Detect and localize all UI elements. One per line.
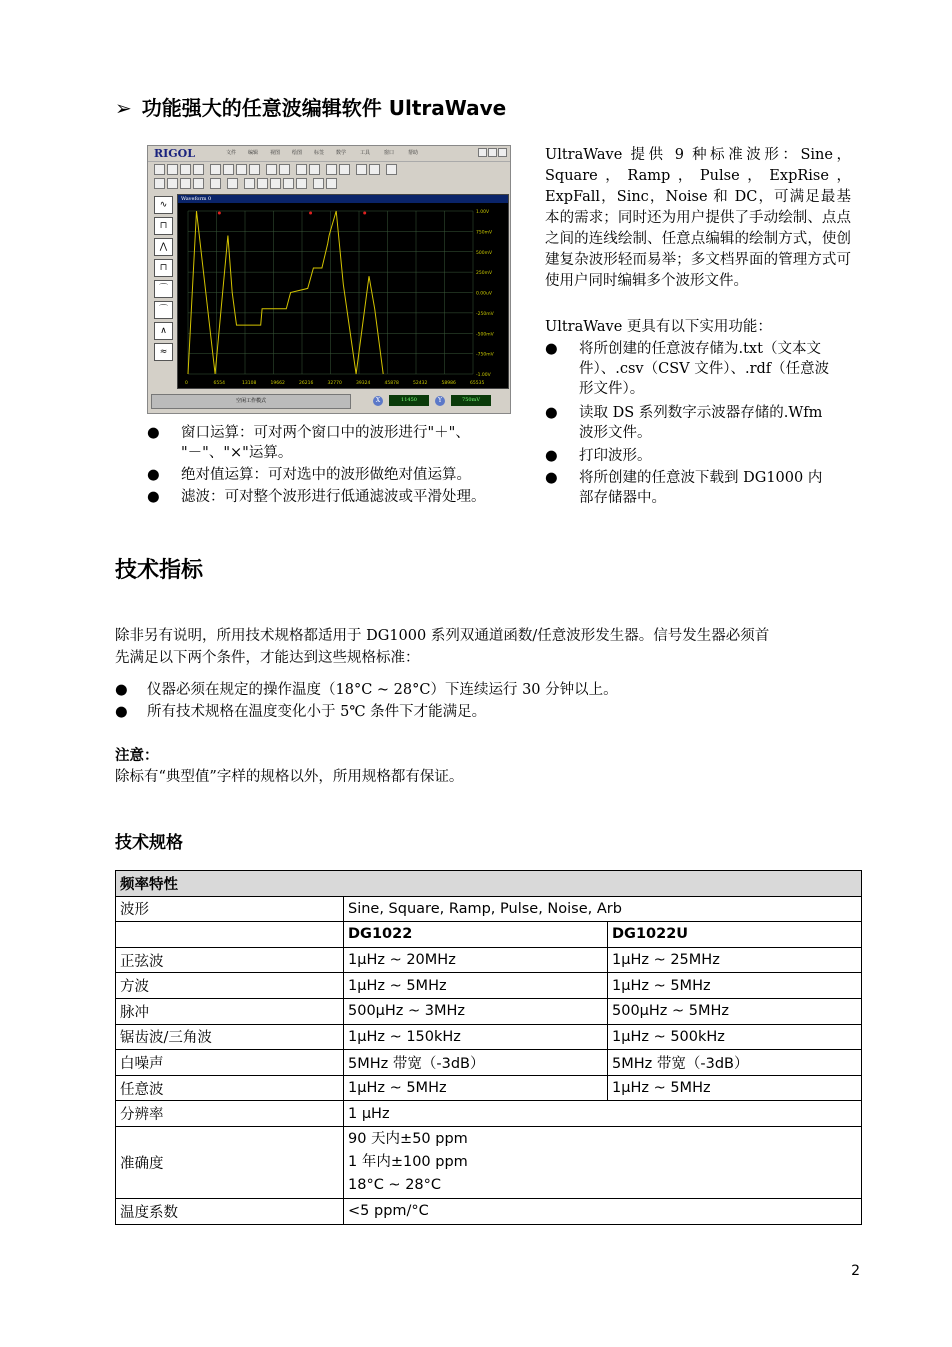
sine-wave-icon: ∿ <box>154 196 173 214</box>
paste-icon <box>236 164 247 175</box>
tool-icon <box>339 164 350 175</box>
marker-point <box>309 212 312 215</box>
table-row <box>116 896 862 922</box>
waveform-window <box>177 194 509 389</box>
screenshot-menubar <box>148 146 510 162</box>
menu-view: 视图 <box>270 150 281 156</box>
ultrawave-screenshot <box>147 145 511 414</box>
cell-dg1022: 1μHz ~ 20MHz <box>344 947 608 973</box>
left-bullet-3-text: 滤波：可对整个波形进行低通滤波或平滑处理。 <box>181 489 486 505</box>
tool-icon <box>180 178 191 189</box>
menu-tag: 标签 <box>314 150 325 156</box>
row-label: 波形 <box>116 896 344 922</box>
accuracy-cell <box>344 1126 862 1198</box>
y-tick-label: -500mV <box>476 332 494 338</box>
cell-dg1022: 500μHz ~ 3MHz <box>344 998 608 1024</box>
tool-icon <box>154 178 165 189</box>
zoom-in-icon <box>257 178 268 189</box>
x-tick-label: 45878 <box>384 381 399 386</box>
row-label: 方波 <box>116 973 344 999</box>
y-cursor-icon: Y <box>435 396 445 406</box>
left-bullet-1-line-2: "－"、"×"运算。 <box>181 445 293 461</box>
pulse-wave-icon: ⊓ <box>154 259 173 277</box>
cell-dg1022u: 1μHz ~ 25MHz <box>608 947 862 973</box>
page-number: 2 <box>851 1263 860 1279</box>
waveform-window-title: Waveform 0 <box>178 195 508 203</box>
x-tick-label: 26216 <box>299 381 314 386</box>
cut-icon <box>210 164 221 175</box>
cell-dg1022u: 5MHz 带宽（-3dB） <box>608 1050 862 1076</box>
x-readout: 11450 <box>389 395 429 406</box>
open-icon <box>167 164 178 175</box>
row-label: 准确度 <box>116 1126 344 1198</box>
ramp-wave-icon: ⋀ <box>154 238 173 256</box>
tool-icon <box>193 178 204 189</box>
save-icon <box>180 164 191 175</box>
zoom-icon <box>244 178 255 189</box>
screenshot-statusbar <box>151 394 507 409</box>
noise-wave-icon: ≈ <box>154 343 173 361</box>
zoom-icon <box>283 178 294 189</box>
menu-tools: 工具 <box>360 150 371 156</box>
model-header: DG1022 <box>344 922 608 948</box>
x-tick-label: 52432 <box>413 381 428 386</box>
section-cell: 频率特性 <box>116 871 862 897</box>
menu-window: 窗口 <box>384 150 395 156</box>
x-tick-label: 58986 <box>441 381 456 386</box>
expfall-wave-icon: ⌒ <box>154 301 173 319</box>
table-header-row <box>116 922 862 948</box>
x-tick-label: 39324 <box>356 381 371 386</box>
tool-icon <box>266 164 277 175</box>
rigol-logo: RIGOL <box>154 147 195 160</box>
bullet-icon: ● <box>147 467 160 483</box>
section-heading-tech: 技术指标 <box>115 558 204 583</box>
bullet-icon: ● <box>545 448 558 464</box>
cell-dg1022: 5MHz 带宽（-3dB） <box>344 1050 608 1076</box>
x-tick-label: 19662 <box>270 381 285 386</box>
cell-dg1022: 1μHz ~ 150kHz <box>344 1024 608 1050</box>
y-tick-label: 250mV <box>476 271 493 277</box>
bullet-icon: ● <box>545 405 558 421</box>
table-row <box>116 1075 862 1101</box>
row-label: 锯齿波/三角波 <box>116 1024 344 1050</box>
y-readout: 750mV <box>451 395 491 406</box>
condition-2-text: 所有技术规格在温度变化小于 5℃ 条件下才能满足。 <box>147 704 487 720</box>
right-bullet-1 <box>545 339 865 401</box>
right-bullet-4-line-1: 将所创建的任意波下载到 DG1000 内 <box>579 470 823 486</box>
accuracy-line: 1 年内±100 ppm <box>348 1153 468 1170</box>
table-row <box>116 973 862 999</box>
bullet-icon: ● <box>545 470 558 486</box>
right-bullet-2-line-2: 波形文件。 <box>579 425 652 441</box>
marker-point <box>218 212 221 215</box>
tool-icon <box>296 164 307 175</box>
cell-dg1022u: 1μHz ~ 5MHz <box>608 973 862 999</box>
right-bullet-1-line-2: 件）、.csv（CSV 文件）、.rdf（任意波 <box>579 361 830 377</box>
y-tick-label: -250mV <box>476 311 494 317</box>
toolbar-row-2 <box>152 177 432 190</box>
right-bullet-2 <box>545 403 865 445</box>
marker-point <box>363 212 366 215</box>
y-tick-label: -1.00V <box>476 373 491 378</box>
left-bullet-3 <box>147 487 527 507</box>
table-row <box>116 1050 862 1076</box>
menu-help: 帮助 <box>408 150 419 156</box>
status-mode: 空闲工作模式 <box>151 394 351 409</box>
copy-icon <box>223 164 234 175</box>
tool-icon <box>326 164 337 175</box>
intro-line-1: 除非另有说明，所用技术规格都适用于 DG1000 系列双通道函数/任意波形发生器。信号发生器必须首 <box>115 628 770 644</box>
row-label: 正弦波 <box>116 947 344 973</box>
x-tick-label: 65535 <box>470 381 485 386</box>
note-title: 注意： <box>115 747 159 764</box>
feature-heading <box>115 92 506 121</box>
y-tick-label: 1.00V <box>476 210 490 215</box>
table-row <box>116 947 862 973</box>
table-row <box>116 1126 862 1198</box>
tool-icon <box>386 164 397 175</box>
print-icon <box>193 164 204 175</box>
right-bullet-3-text: 打印波形。 <box>579 448 652 464</box>
waveform-plot <box>178 203 508 388</box>
toolbar-row-1 <box>152 163 432 176</box>
pen-icon <box>249 164 260 175</box>
bullet-icon: ● <box>115 682 128 698</box>
tool-icon <box>210 178 221 189</box>
left-bullet-1 <box>147 423 527 465</box>
right-bullet-3 <box>545 446 865 466</box>
tool-icon <box>227 178 238 189</box>
row-label: 分辨率 <box>116 1101 344 1127</box>
menu-file: 文件 <box>226 150 237 156</box>
cell-dg1022: 1μHz ~ 5MHz <box>344 973 608 999</box>
row-label: 脉冲 <box>116 998 344 1024</box>
y-tick-label: 500mV <box>476 250 493 256</box>
bullet-icon: ● <box>147 489 160 505</box>
menu-draw: 绘图 <box>292 150 303 156</box>
square-wave-icon: ⊓ <box>154 217 173 235</box>
x-tick-label: 32770 <box>327 381 342 386</box>
model-header: DG1022U <box>608 922 862 948</box>
table-row <box>116 998 862 1024</box>
menu-math: 数学 <box>336 150 347 156</box>
x-tick-label: 6554 <box>213 381 225 386</box>
row-label: 任意波 <box>116 1075 344 1101</box>
cell-dg1022u: 500μHz ~ 5MHz <box>608 998 862 1024</box>
ultrawave-description: UltraWave 提供 9 种标准波形：Sine，Square，Ramp，Pulse，ExpRise，ExpFall，Sinc，Noise 和 DC，可满足最基本的需求；同时还为用户提供了手动绘制、点点之间的连线绘制、任意点编辑的绘制方式，使创建复杂波形轻而易举；多文档界面的管理方式可使用户同时编辑多个波形文件。 <box>545 147 851 289</box>
y-tick-label: -750mV <box>476 352 494 358</box>
table-row <box>116 1101 862 1127</box>
tool-icon <box>369 164 380 175</box>
cell-dg1022: 1μHz ~ 5MHz <box>344 1075 608 1101</box>
close-icon <box>498 148 507 157</box>
new-icon <box>154 164 165 175</box>
tool-icon <box>167 178 178 189</box>
cell-dg1022u: 1μHz ~ 500kHz <box>608 1024 862 1050</box>
cell-dg1022u: 1μHz ~ 5MHz <box>608 1075 862 1101</box>
y-tick-label: 0.00uV <box>476 291 492 297</box>
zoom-icon <box>326 178 337 189</box>
right-bullet-4 <box>545 468 865 510</box>
minimize-icon <box>478 148 487 157</box>
row-label: 白噪声 <box>116 1050 344 1076</box>
note-body: 除标有“典型值”字样的规格以外，所用规格都有保证。 <box>115 769 464 785</box>
right-bullet-2-line-1: 读取 DS 系列数字示波器存储的.Wfm <box>579 405 823 421</box>
condition-2 <box>115 702 815 722</box>
feature-title: 功能强大的任意波编辑软件 UltraWave <box>141 96 507 120</box>
zoom-icon <box>313 178 324 189</box>
accuracy-line: 18°C ~ 28°C <box>348 1176 442 1193</box>
spec-heading: 技术规格 <box>115 833 183 853</box>
tool-icon <box>356 164 367 175</box>
accuracy-line: 90 天内±50 ppm <box>348 1130 468 1147</box>
tool-icon <box>309 164 320 175</box>
x-cursor-icon: X <box>373 396 383 406</box>
x-tick-label: 0 <box>185 381 188 386</box>
table-row <box>116 1024 862 1050</box>
spec-table <box>115 870 862 1225</box>
row-value: Sine, Square, Ramp, Pulse, Noise, Arb <box>344 896 862 922</box>
intro-paragraph <box>115 625 865 669</box>
tool-icon <box>279 164 290 175</box>
table-section-row <box>116 871 862 897</box>
sinc-wave-icon: ∧ <box>154 322 173 340</box>
exprise-wave-icon: ⌒ <box>154 280 173 298</box>
empty-cell <box>116 922 344 948</box>
left-bullet-2-text: 绝对值运算：可对选中的波形做绝对值运算。 <box>181 467 471 483</box>
waveform-palette <box>151 194 175 384</box>
table-row <box>116 1198 862 1224</box>
row-label: 温度系数 <box>116 1198 344 1224</box>
right-bullet-1-line-1: 将所创建的任意波存储为.txt（文本文 <box>579 341 821 357</box>
bullet-icon: ● <box>545 341 558 357</box>
left-bullet-2 <box>147 465 527 485</box>
right-bullet-1-line-3: 形文件）。 <box>579 381 645 397</box>
bullet-icon: ● <box>147 425 160 441</box>
zoom-icon <box>296 178 307 189</box>
maximize-icon <box>488 148 497 157</box>
arrow-bullet-icon: ➢ <box>115 96 132 120</box>
bullet-icon: ● <box>115 704 128 720</box>
right-bullet-4-line-2: 部存储器中。 <box>579 490 666 506</box>
intro-line-2: 先满足以下两个条件，才能达到这些规格标准： <box>115 650 420 666</box>
zoom-out-icon <box>270 178 281 189</box>
row-value: 1 μHz <box>344 1101 862 1127</box>
condition-1 <box>115 680 815 700</box>
menu-edit: 编辑 <box>248 150 259 156</box>
condition-1-text: 仪器必须在规定的操作温度（18°C ~ 28°C）下连续运行 30 分钟以上。 <box>147 682 618 698</box>
x-tick-label: 13108 <box>242 381 257 386</box>
ultrawave-features-intro: UltraWave 更具有以下实用功能： <box>545 319 772 335</box>
y-tick-label: 750mV <box>476 230 493 236</box>
left-bullet-1-line-1: 窗口运算：可对两个窗口中的波形进行"＋"、 <box>181 425 470 441</box>
row-value: <5 ppm/°C <box>344 1198 862 1224</box>
